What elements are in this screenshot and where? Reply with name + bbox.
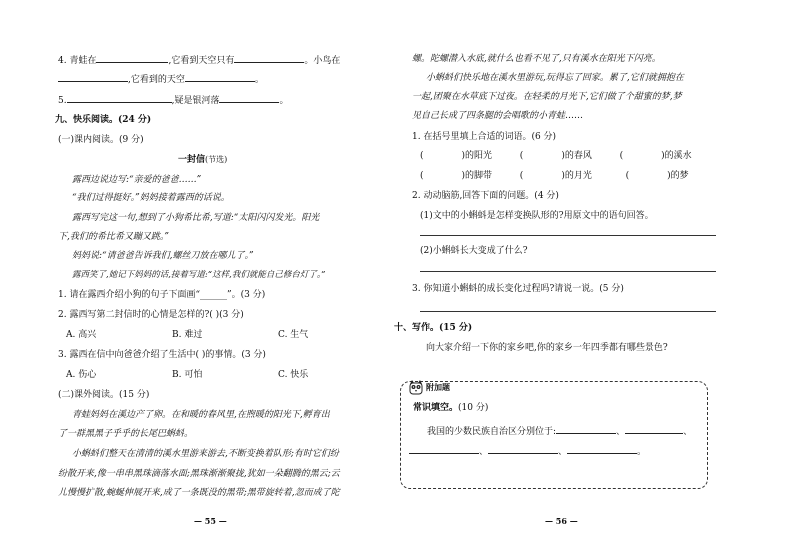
bonus-box (400, 381, 708, 489)
question-r2-1: (1)文中的小蝌蚪是怎样变换队形的?用原文中的语句回答。 (420, 211, 654, 221)
answer-blank[interactable] (556, 424, 616, 434)
section-9-heading: 九、快乐阅读。(24 分) (55, 115, 152, 125)
word-row-2: ( )的脚带 ( )的月光 ( )的梦 (420, 171, 689, 181)
part-1-heading: (一)课内阅读。(9 分) (58, 135, 144, 145)
passage-line: 见自己长成了四条腿的会唱歌的小青蛙…… (412, 111, 584, 121)
bonus-question-cont: 、 、 。 (409, 444, 646, 458)
letter-title: 一封信(节选) (178, 155, 228, 165)
answer-blank[interactable] (67, 93, 172, 103)
passage-line: 青蛙妈妈在溪边产了卵。在和暖的春风里,在煦暖的阳光下,孵育出 (72, 410, 330, 420)
passage-line: 了一群黑黑子乎乎的长尾巴蝌蚪。 (58, 429, 194, 439)
option-c[interactable]: C. 生气 (278, 330, 309, 340)
part-2-heading: (二)课外阅读。(15 分) (58, 390, 150, 400)
passage-line: “我们过得挺好。”妈妈接着露西的话说。 (72, 193, 230, 203)
option-a[interactable]: A. 高兴 (66, 330, 97, 340)
passage-line: 妈妈说:“请爸爸告诉我们,螺丝刀放在哪儿了。” (72, 251, 254, 261)
option-c[interactable]: C. 快乐 (278, 370, 309, 380)
section-10-heading: 十、写作。(15 分) (394, 323, 473, 333)
answer-blank[interactable] (58, 72, 128, 82)
passage-line: 儿慢慢扩散,蜿蜒伸展开来,成了一条既没的黑带;黑带旋转着,忽而成了陀 (58, 488, 340, 498)
page-number: — 55 — (194, 516, 227, 526)
answer-line[interactable] (420, 235, 716, 236)
question-r1: 1. 在括号里填上合适的词语。(6 分) (412, 132, 557, 142)
question-2: 2. 露西写第二封信时的心情是怎样的?( )(3 分) (58, 310, 244, 320)
question-r2: 2. 动动脑筋,回答下面的问题。(4 分) (412, 191, 559, 201)
bonus-question: 我国的少数民族自治区分别位于: 、 、 (427, 424, 692, 438)
passage-line: 纷散开来,像一串串黑珠滴落水面;黑珠渐渐聚拢,犹如一朵翻腾的黑云;云 (58, 469, 340, 479)
answer-blank[interactable] (567, 444, 637, 454)
question-1: 1. 请在露西介绍小狗的句子下面画“______”。(3 分) (58, 290, 266, 300)
word-row-1: ( )的阳光 ( )的春风 ( )的溪水 (420, 151, 692, 161)
passage-line: 一起,团聚在水草底下过夜。在轻柔的月光下,它们做了个甜蜜的梦,梦 (412, 92, 682, 102)
answer-line[interactable] (420, 271, 716, 272)
owl-icon (409, 380, 423, 395)
passage-line: 露西写完这一句,想到了小狗希比希,写道:“太阳闪闪发光。阳光 (72, 213, 320, 223)
passage-line: 露西边说边写:“亲爱的爸爸……” (72, 175, 202, 185)
passage-line: 下,我们的希比希又蹦又跳。” (58, 232, 169, 242)
option-b[interactable]: B. 难过 (172, 330, 203, 340)
question-3: 3. 露西在信中向爸爸介绍了生活中( )的事情。(3 分) (58, 350, 266, 360)
answer-blank[interactable] (234, 53, 304, 63)
question-r3: 3. 你知道小蝌蚪的成长变化过程吗?请说一说。(5 分) (412, 284, 624, 294)
bonus-heading: 常识填空。(10 分) (413, 403, 489, 413)
passage-line: 露西笑了,她记下妈妈的话,接着写道:“这样,我们就能自己修台灯了。” (72, 270, 326, 280)
option-a[interactable]: A. 伤心 (66, 370, 97, 380)
answer-blank[interactable] (219, 93, 279, 103)
option-b[interactable]: B. 可怕 (172, 370, 203, 380)
answer-blank[interactable] (409, 444, 479, 454)
answer-blank[interactable] (488, 444, 558, 454)
writing-prompt: 向大家介绍一下你的家乡吧,你的家乡一年四季都有哪些景色? (426, 343, 668, 353)
answer-blank[interactable] (96, 53, 168, 63)
passage-line: 小蝌蚪们整天在清清的溪水里游来游去,不断变换着队形;有时它们纷 (72, 449, 339, 459)
question-r2-2: (2)小蝌蚪长大变成了什么? (420, 246, 528, 256)
question-4: 4. 青蛙在 ,它看到天空只有 。小鸟在 (58, 53, 340, 67)
page-number: — 56 — (545, 516, 578, 526)
question-5: 5. ,疑是银河落 。 (58, 93, 288, 107)
bonus-tag: 附加题 (409, 380, 450, 395)
answer-blank[interactable] (185, 72, 255, 82)
passage-line: 小蝌蚪们快乐地在溪水里游玩,玩得忘了回家。累了,它们就拥抱在 (426, 73, 684, 83)
answer-blank[interactable] (625, 424, 683, 434)
passage-line: 螺。陀螺潜入水底,就什么也看不见了,只有溪水在阳光下闪亮。 (412, 54, 661, 64)
question-4-cont: ,它看到的天空 。 (58, 72, 264, 86)
answer-line[interactable] (420, 311, 716, 312)
